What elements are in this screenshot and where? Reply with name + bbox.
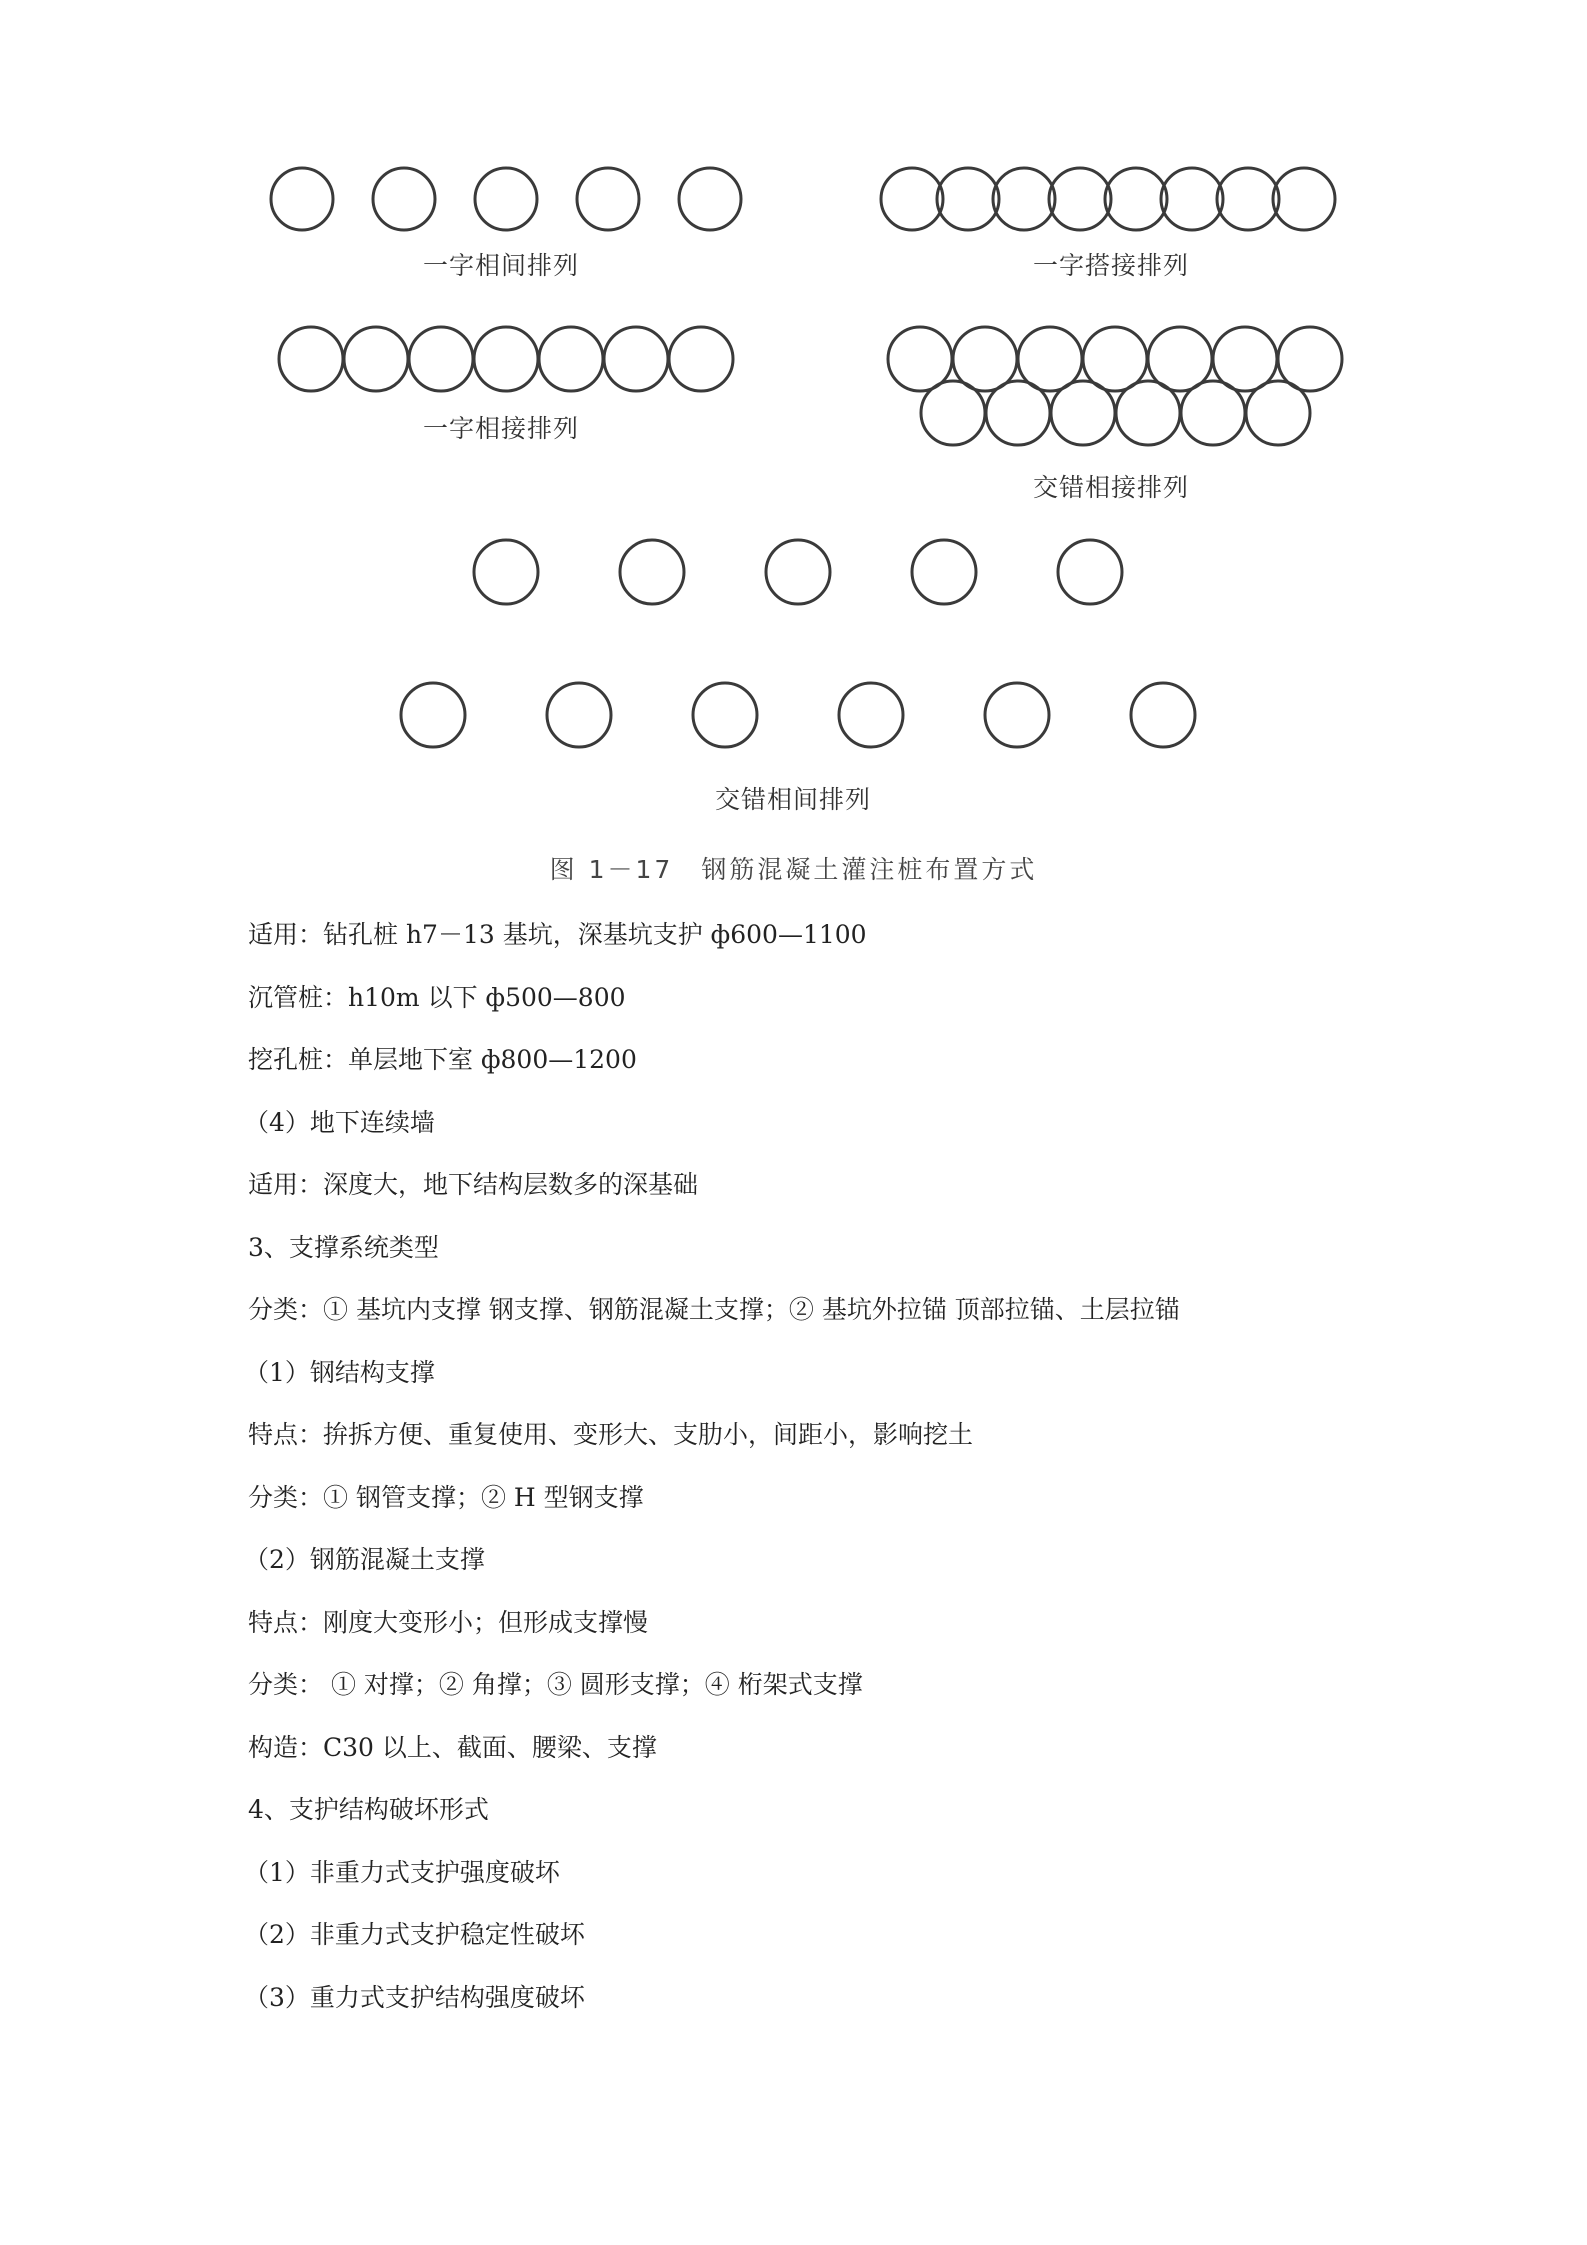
pile-circle: [1116, 381, 1180, 445]
overlap-row-circles: [881, 168, 1335, 230]
pile-circle: [1058, 540, 1122, 604]
pile-circle: [474, 327, 538, 391]
pile-circle: [669, 327, 733, 391]
text-line: 适用：深度大，地下结构层数多的深基础: [248, 1170, 699, 1199]
pile-circle: [1161, 168, 1223, 230]
pile-circle: [937, 168, 999, 230]
pile-circle: [1105, 168, 1167, 230]
text-line: 沉管桩：h10m 以下 ф500—800: [248, 982, 626, 1012]
pile-circle: [985, 683, 1049, 747]
pile-circle: [993, 168, 1055, 230]
pile-circle: [679, 168, 741, 230]
pile-circle: [1051, 381, 1115, 445]
pile-circle: [344, 327, 408, 391]
pile-circle: [986, 381, 1050, 445]
pile-circle: [547, 683, 611, 747]
text-line: 分类：① 钢管支撑；② H 型钢支撑: [248, 1482, 644, 1512]
pile-circle: [693, 683, 757, 747]
pile-circle: [912, 540, 976, 604]
heading-line: （2）非重力式支护稳定性破坏: [244, 1920, 585, 1949]
pile-circle: [1181, 381, 1245, 445]
pile-circle: [279, 327, 343, 391]
pile-circle: [839, 683, 903, 747]
pile-circle: [1217, 168, 1279, 230]
pile-circle: [921, 381, 985, 445]
pile-circle: [881, 168, 943, 230]
pile-circle: [766, 540, 830, 604]
label-staggered-contiguous: 交错相接排列: [1033, 473, 1190, 502]
contiguous-row-circles: [279, 327, 733, 391]
heading-line: （3）重力式支护结构强度破坏: [244, 1982, 585, 2012]
pile-circle: [373, 168, 435, 230]
body-text: [244, 904, 1428, 2029]
pile-circle: [577, 168, 639, 230]
pile-circle: [474, 540, 538, 604]
text-line: 特点：刚度大变形小；但形成支撑慢: [248, 1607, 649, 1637]
pile-circle: [604, 327, 668, 391]
label-spaced-row: 一字相间排列: [423, 251, 580, 280]
section-heading: 4、支护结构破坏形式: [248, 1795, 489, 1824]
pile-circle: [1246, 381, 1310, 445]
pile-circle: [1049, 168, 1111, 230]
staggered-contiguous-circles: [888, 327, 1342, 445]
label-overlap-row: 一字搭接排列: [1033, 251, 1190, 280]
heading-line: （1）钢结构支撑: [244, 1357, 435, 1387]
spaced-row-circles: [271, 168, 741, 230]
pile-layout-figure: [0, 0, 1587, 830]
text-line: 构造：C30 以上、截面、腰梁、支撑: [248, 1732, 657, 1762]
pile-circle: [1273, 168, 1335, 230]
heading-line: （4）地下连续墙: [244, 1107, 435, 1137]
heading-line: （2）钢筋混凝土支撑: [244, 1545, 485, 1574]
label-staggered-spaced: 交错相间排列: [715, 785, 872, 814]
pile-layout-diagram: [0, 0, 1587, 830]
staggered-spaced-circles: [401, 540, 1195, 747]
text-line: 挖孔桩：单层地下室 ф800—1200: [248, 1045, 637, 1074]
text-line: 分类： ① 对撑；② 角撑；③ 圆形支撑；④ 桁架式支撑: [248, 1670, 863, 1699]
pile-circle: [475, 168, 537, 230]
section-heading: 3、支撑系统类型: [248, 1232, 439, 1262]
figure-caption: 图 1－17 钢筋混凝土灌注桩布置方式: [549, 855, 1038, 884]
text-line: 特点：拚拆方便、重复使用、变形大、支肋小，间距小，影响挖土: [248, 1420, 974, 1449]
label-contiguous-row: 一字相接排列: [423, 414, 580, 443]
text-line: 分类：① 基坑内支撑 钢支撑、钢筋混凝土支撑；② 基坑外拉锚 顶部拉锚、土层拉锚: [248, 1295, 1180, 1324]
pile-circle: [620, 540, 684, 604]
pile-circle: [409, 327, 473, 391]
pile-circle: [539, 327, 603, 391]
pile-circle: [401, 683, 465, 747]
pile-circle: [271, 168, 333, 230]
text-line: 适用：钻孔桩 h7－13 基坑，深基坑支护 ф600—1100: [248, 920, 867, 949]
pile-circle: [1131, 683, 1195, 747]
heading-line: （1）非重力式支护强度破坏: [244, 1857, 560, 1887]
